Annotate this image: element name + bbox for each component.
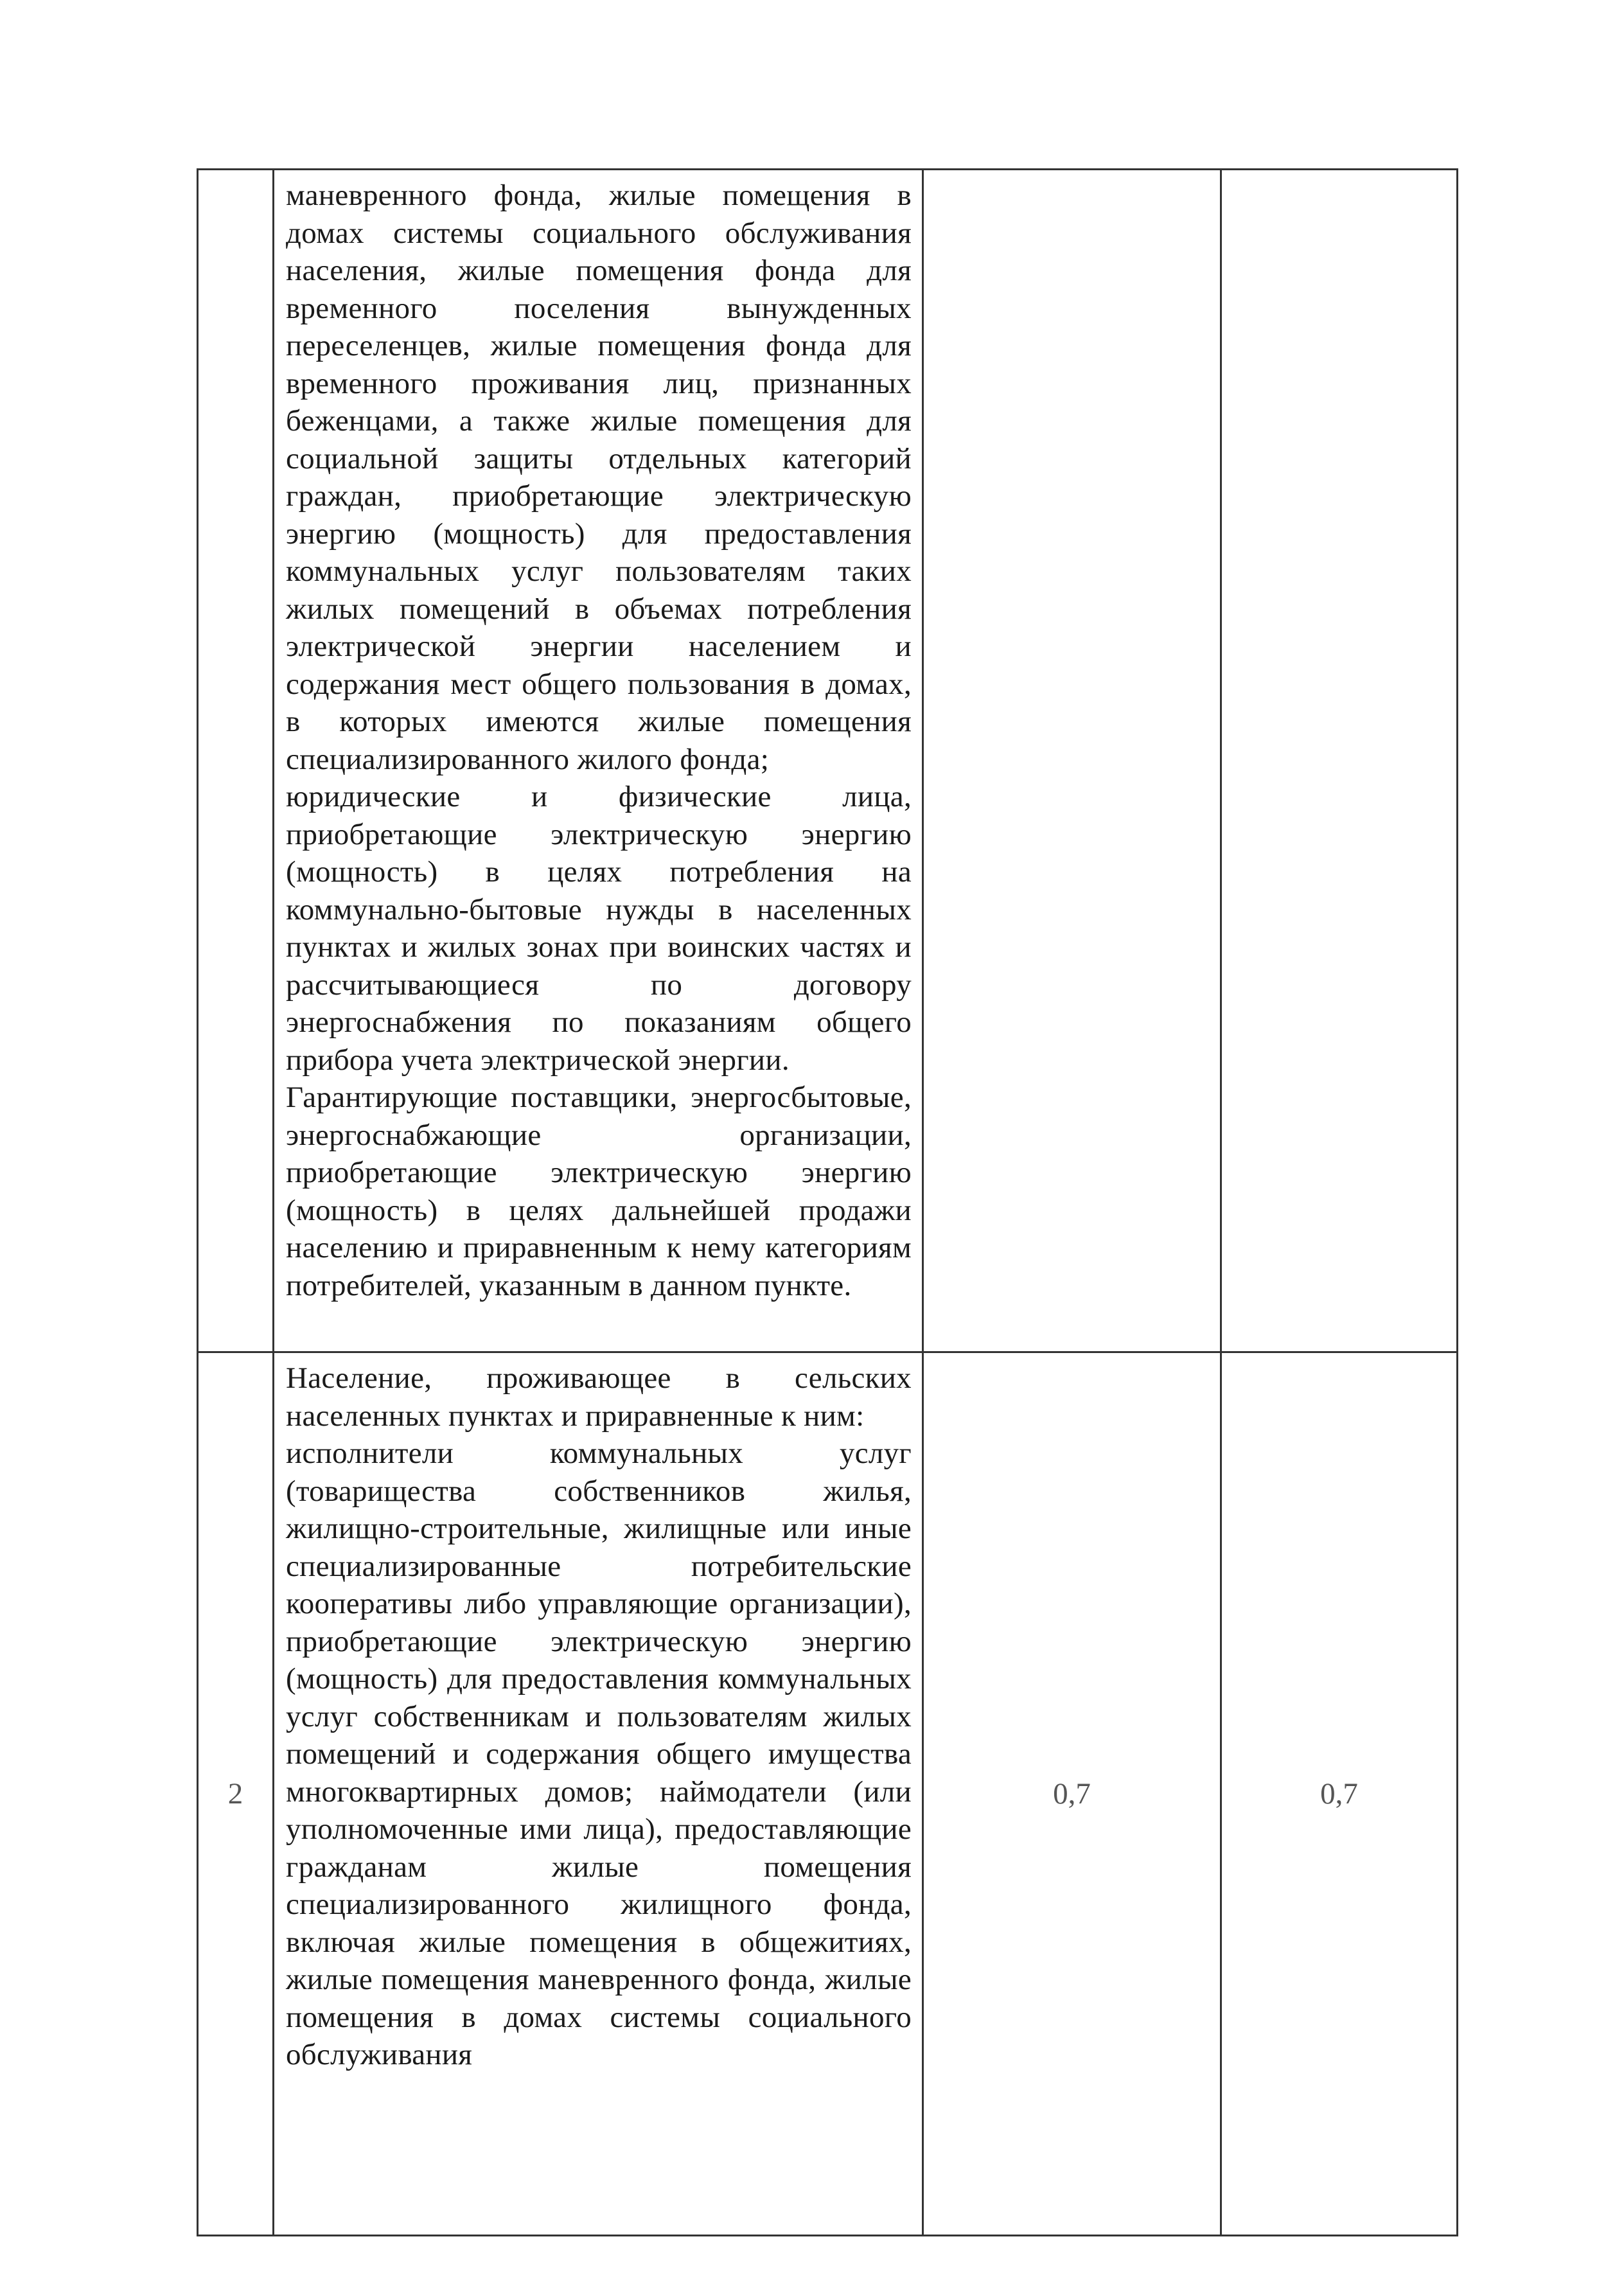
description-cell xyxy=(274,170,923,1352)
table-row xyxy=(198,170,1458,1352)
description-paragraph: Население, проживающее в сельских населенных пунктах и приравненные к ним: xyxy=(286,1361,912,1433)
description-paragraph: Гарантирующие поставщики, энергосбытовые, энергоснабжающие организации, приобретающие электрическую энергию (мощность) в целях дальнейшей продажи населению и приравненным к нему категориям потребителей, указанным в данном пункте. xyxy=(286,1081,912,1302)
value-cell-2 xyxy=(1221,1352,1458,2236)
description-paragraph: юридические и физические лица, приобретающие электрическую энергию (мощность) в целях потребления на коммунально-бытовые нужды в населенных пунктах и жилых зонах при воинских частях и рассчитывающиеся по договору энергоснабжения по показаниям общего прибора учета электрической энергии. xyxy=(286,780,912,1077)
description-cell xyxy=(274,1352,923,2236)
value-cell-1 xyxy=(923,170,1221,1352)
tariff-table xyxy=(197,168,1458,2236)
description-paragraph: исполнители коммунальных услуг (товарищества собственников жилья, жилищно-строительные, жилищные или иные специализированные потребительские кооперативы либо управляющие организации), приобретающие электрическую энергию (мощность) для предоставления коммунальных услуг собственникам и пользователям жилых помещений и содержания общего имущества многоквартирных домов; наймодатели (или уполномоченные ими лица), предоставляющие гражданам жилые помещения специализированного жилищного фонда, включая жилые помещения в общежитиях, жилые помещения маневренного фонда, жилые помещения в домах системы социального обслуживания xyxy=(286,1437,912,2071)
value-2: 0,7 xyxy=(1320,1777,1358,1810)
row-number-cell xyxy=(198,1352,274,2236)
description-paragraph: маневренного фонда, жилые помещения в домах системы социального обслуживания населения, жилые помещения фонда для временного поселения вынужденных переселенцев, жилые помещения фонда для временного проживания лиц, признанных беженцами, а также жилые помещения для социальной защиты отдельных категорий граждан, приобретающие электрическую энергию (мощность) для предоставления коммунальных услуг пользователям таких жилых помещений в объемах потребления электрической энергии населением и содержания мест общего пользования в домах, в которых имеются жилые помещения специализированного жилого фонда; xyxy=(286,179,912,776)
value-cell-2 xyxy=(1221,170,1458,1352)
value-cell-1 xyxy=(923,1352,1221,2236)
row-number-cell xyxy=(198,170,274,1352)
row-number: 2 xyxy=(227,1777,243,1810)
value-1: 0,7 xyxy=(1053,1777,1091,1810)
table-row xyxy=(198,1352,1458,2236)
